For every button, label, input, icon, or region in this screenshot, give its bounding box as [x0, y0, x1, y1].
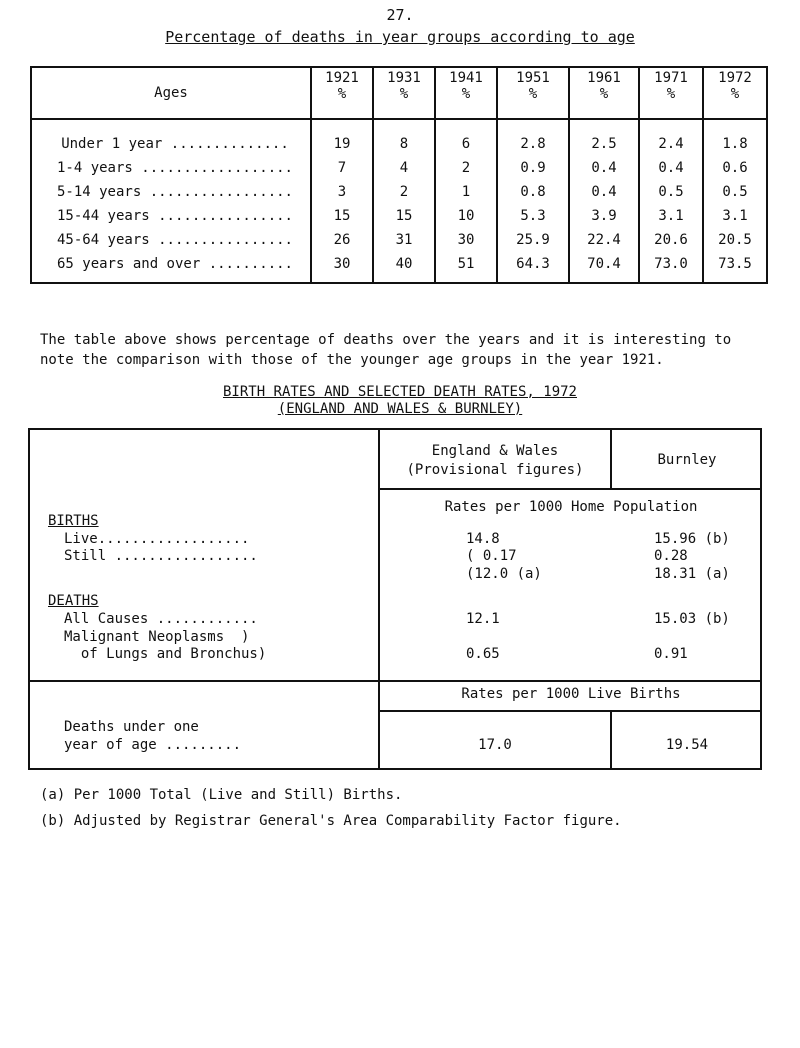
births-heading: BIRTHS [48, 513, 99, 529]
burnley-all-causes: 15.03 (b) [654, 611, 730, 627]
table-cell: 31 [373, 228, 435, 252]
year-header: 1931 % [373, 67, 435, 119]
table2-subtitle: (ENGLAND AND WALES & BURNLEY) [277, 401, 523, 417]
age-label: 65 years and over .......... [31, 252, 311, 283]
table-cell: 0.9 [497, 156, 569, 180]
malignant-label-cont: of Lungs and Bronchus) [64, 646, 267, 662]
table-cell: 3 [311, 180, 373, 204]
table-cell: 40 [373, 252, 435, 283]
table-cell: 1 [435, 180, 497, 204]
burnley-malignant: 0.91 [654, 646, 688, 662]
burnley-still-a: 0.28 [654, 548, 688, 564]
table-cell: 20.5 [703, 228, 767, 252]
table-cell: 0.8 [497, 180, 569, 204]
deaths-heading: DEATHS [48, 593, 99, 609]
table-cell: 0.4 [639, 156, 703, 180]
ew-malignant: 0.65 [466, 646, 500, 662]
ew-infant-deaths: 17.0 [478, 737, 512, 753]
table-cell: 0.4 [569, 180, 639, 204]
table-cell: 3.1 [703, 204, 767, 228]
table-cell: 64.3 [497, 252, 569, 283]
table-cell: 73.5 [703, 252, 767, 283]
col-header-provisional: (Provisional figures) [406, 462, 584, 478]
ew-still-a: ( 0.17 [466, 548, 517, 564]
table-cell: 7 [311, 156, 373, 180]
table-row [31, 204, 767, 228]
table-cell: 2.4 [639, 132, 703, 156]
rates-table-divider [378, 428, 380, 770]
table-cell: 0.5 [639, 180, 703, 204]
ages-header: Ages [31, 67, 311, 119]
all-causes-label: All Causes ............ [64, 611, 258, 627]
ew-all-causes: 12.1 [466, 611, 500, 627]
table-cell: 51 [435, 252, 497, 283]
table-cell: 0.4 [569, 156, 639, 180]
col-header-burnley: Burnley [657, 452, 717, 468]
age-deaths-table [30, 66, 768, 284]
table-cell: 2.8 [497, 132, 569, 156]
table-cell: 2.5 [569, 132, 639, 156]
year-header: 1921 % [311, 67, 373, 119]
table-cell: 4 [373, 156, 435, 180]
table-cell: 70.4 [569, 252, 639, 283]
infant-deaths-label: Deaths under one [64, 719, 199, 735]
age-label: 45-64 years ................ [31, 228, 311, 252]
burnley-still-b: 18.31 (a) [654, 566, 730, 582]
table-cell: 1.8 [703, 132, 767, 156]
table-cell: 2 [373, 180, 435, 204]
malignant-label: Malignant Neoplasms ) [64, 629, 250, 645]
ew-live: 14.8 [466, 531, 500, 547]
age-label: 5-14 years ................. [31, 180, 311, 204]
year-header: 1971 % [639, 67, 703, 119]
table-row [31, 132, 767, 156]
table-cell: 15 [373, 204, 435, 228]
table-cell: 3.9 [569, 204, 639, 228]
table-cell: 8 [373, 132, 435, 156]
table-cell: 25.9 [497, 228, 569, 252]
rates-home-population-header: Rates per 1000 Home Population [444, 499, 698, 515]
table-cell: 0.6 [703, 156, 767, 180]
table-cell: 6 [435, 132, 497, 156]
table-cell: 10 [435, 204, 497, 228]
table2-title: BIRTH RATES AND SELECTED DEATH RATES, 1972 [222, 384, 577, 400]
table-cell: 15 [311, 204, 373, 228]
rates-table-divider [378, 710, 762, 712]
year-header: 1972 % [703, 67, 767, 119]
col-header-england-wales: England & Wales [431, 443, 559, 459]
age-label: 15-44 years ................ [31, 204, 311, 228]
burnley-live: 15.96 (b) [654, 531, 730, 547]
table1-title: Percentage of deaths in year groups according to age [165, 28, 635, 46]
year-header: 1951 % [497, 67, 569, 119]
table-row [31, 180, 767, 204]
table-cell: 22.4 [569, 228, 639, 252]
table-row [31, 156, 767, 180]
paragraph: The table above shows percentage of deaths over the years and it is interesting to note the comparison with those of the younger age groups in the year 1921. [40, 332, 732, 368]
table-cell: 73.0 [639, 252, 703, 283]
age-label: 1-4 years .................. [31, 156, 311, 180]
rates-table-divider [28, 680, 762, 682]
rates-live-births-header: Rates per 1000 Live Births [461, 686, 681, 702]
table-cell: 5.3 [497, 204, 569, 228]
table1-header-row [31, 67, 767, 119]
table-cell: 30 [435, 228, 497, 252]
year-header: 1961 % [569, 67, 639, 119]
table-row [31, 252, 767, 283]
burnley-infant-deaths: 19.54 [665, 737, 709, 753]
rates-table-divider [378, 488, 762, 490]
table-row [31, 228, 767, 252]
page-number: 27. [386, 6, 414, 24]
still-label: Still ................. [64, 548, 258, 564]
table-cell: 30 [311, 252, 373, 283]
table-cell: 3.1 [639, 204, 703, 228]
table-cell: 20.6 [639, 228, 703, 252]
infant-deaths-label-cont: year of age ......... [64, 737, 242, 753]
table-cell: 0.5 [703, 180, 767, 204]
table-cell: 19 [311, 132, 373, 156]
year-header: 1941 % [435, 67, 497, 119]
footnote-b: (b) Adjusted by Registrar General's Area Comparability Factor figure. [40, 813, 622, 829]
age-label: Under 1 year .............. [31, 132, 311, 156]
table-cell: 2 [435, 156, 497, 180]
table-cell: 26 [311, 228, 373, 252]
footnote-a: (a) Per 1000 Total (Live and Still) Births. [40, 787, 403, 803]
live-label: Live.................. [64, 531, 250, 547]
ew-still-b: (12.0 (a) [466, 566, 542, 582]
